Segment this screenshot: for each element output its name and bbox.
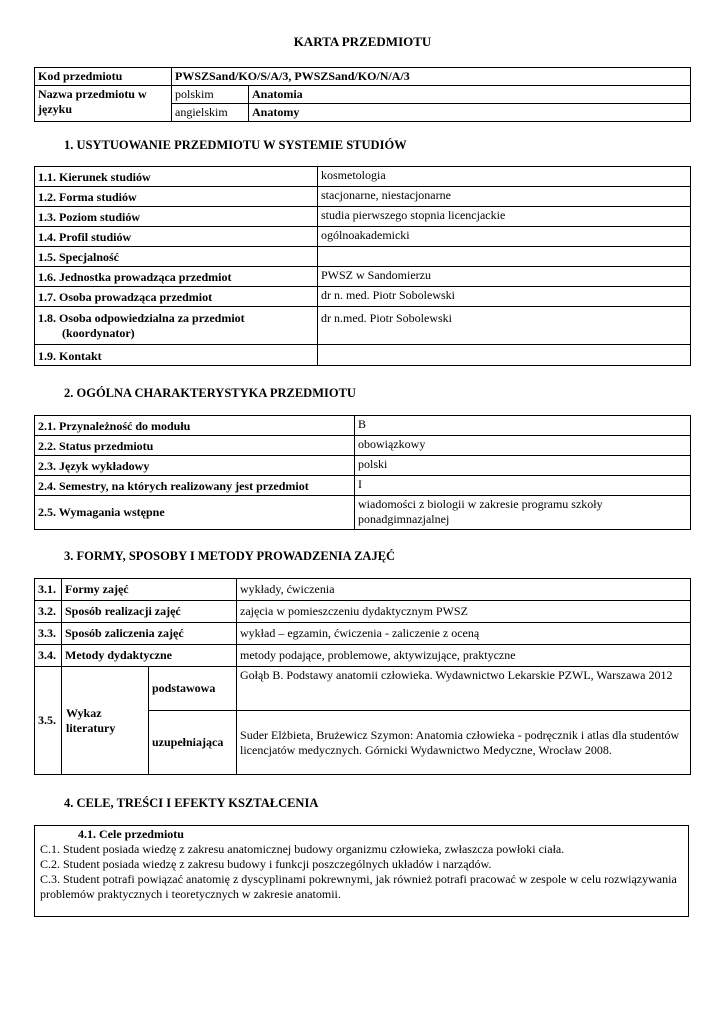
s1-row-label: 1.2. Forma studiów	[35, 187, 318, 207]
s3-row-label: Metody dydaktyczne	[62, 645, 237, 667]
s3-row-number: 3.1.	[35, 579, 62, 601]
section4-heading: 4. CELE, TREŚCI I EFEKTY KSZTAŁCENIA	[64, 796, 319, 810]
goal-item: C.2. Student posiada wiedzę z zakresu budowy i funkcji poszczególnych układów i narządów.	[40, 857, 492, 871]
subject-code-label: Kod przedmiotu	[35, 68, 172, 86]
literature-basic-value: Gołąb B. Podstawy anatomii człowieka. Wydawnictwo Lekarskie PZWL, Warszawa 2012	[237, 667, 691, 711]
s2-row-label: 2.3. Język wykładowy	[35, 456, 355, 476]
s1-row-label-multiline	[35, 307, 318, 345]
s1-row-value: studia pierwszego stopnia licencjackie	[318, 207, 691, 227]
s2-row-value: wiadomości z biologii w zakresie programu szkoły ponadgimnazjalnej	[355, 496, 691, 530]
s1-row-label: 1.9. Kontakt	[35, 345, 318, 366]
s2-row-value: B	[355, 416, 691, 436]
page-title: KARTA PRZEDMIOTU	[293, 34, 432, 49]
goals-box	[34, 825, 689, 917]
s3-row-number: 3.3.	[35, 623, 62, 645]
goals-heading: 4.1. Cele przedmiotu	[78, 827, 184, 841]
section2-table	[34, 415, 691, 530]
subject-name-english: Anatomy	[249, 104, 691, 122]
s2-row-label: 2.4. Semestry, na których realizowany jest przedmiot	[35, 476, 355, 496]
s3-row-label: Formy zajęć	[62, 579, 237, 601]
s3-row-value: wykłady, ćwiczenia	[237, 579, 691, 601]
goal-item: C.3. Student potrafi powiązać anatomię z dyscyplinami pokrewnymi, jak również potrafi pracować w zespole w celu rozwiązywania problemów praktycznych i teoretycznych w zakresie anatomii.	[40, 872, 677, 901]
s1-row-value: ogólnoakademicki	[318, 227, 691, 247]
s2-row-value: obowiązkowy	[355, 436, 691, 456]
s3-row-value: wykład – egzamin, ćwiczenia - zaliczenie z oceną	[237, 623, 691, 645]
literature-label: Wykaz literatury	[62, 667, 149, 775]
s2-row-label: 2.1. Przynależność do modułu	[35, 416, 355, 436]
s1-row-label: 1.3. Poziom studiów	[35, 207, 318, 227]
literature-basic-label: podstawowa	[149, 667, 237, 711]
s3-row-number: 3.4.	[35, 645, 62, 667]
subject-code-value: PWSZSand/KO/S/A/3, PWSZSand/KO/N/A/3	[172, 68, 691, 86]
s3-row-number: 3.2.	[35, 601, 62, 623]
language-polish-label: polskim	[172, 86, 249, 104]
s1-row-label: 1.1. Kierunek studiów	[35, 167, 318, 187]
s1-row-value: PWSZ w Sandomierzu	[318, 267, 691, 287]
literature-number: 3.5.	[35, 667, 62, 775]
s2-row-value: I	[355, 476, 691, 496]
s1-row-label: 1.8. Osoba odpowiedzialna za przedmiot	[38, 310, 245, 325]
subject-name-label: Nazwa przedmiotu w języku	[35, 86, 172, 122]
s1-row-label-sub: (koordynator)	[62, 325, 135, 340]
s1-row-label: 1.6. Jednostka prowadząca przedmiot	[35, 267, 318, 287]
section1-table	[34, 166, 691, 366]
s1-row-label: 1.5. Specjalność	[35, 247, 318, 267]
s3-row-value: zajęcia w pomieszczeniu dydaktycznym PWSZ	[237, 601, 691, 623]
goal-item: C.1. Student posiada wiedzę z zakresu anatomicznej budowy organizmu człowieka, zwłaszcza powłoki ciała.	[40, 842, 565, 856]
section3-table	[34, 578, 691, 775]
subject-name-polish: Anatomia	[249, 86, 691, 104]
language-english-label: angielskim	[172, 104, 249, 122]
section1-heading: 1. USYTUOWANIE PRZEDMIOTU W SYSTEMIE STUDIÓW	[64, 138, 407, 152]
s1-row-value	[318, 345, 691, 366]
literature-supplementary-label: uzupełniająca	[149, 711, 237, 775]
s3-row-value: metody podające, problemowe, aktywizujące, praktyczne	[237, 645, 691, 667]
s1-row-label: 1.4. Profil studiów	[35, 227, 318, 247]
s1-row-label: 1.7. Osoba prowadząca przedmiot	[35, 287, 318, 307]
section3-heading: 3. FORMY, SPOSOBY I METODY PROWADZENIA ZAJĘĆ	[64, 549, 396, 563]
s2-row-label: 2.5. Wymagania wstępne	[35, 496, 355, 530]
s1-row-value: kosmetologia	[318, 167, 691, 187]
s3-row-label: Sposób realizacji zajęć	[62, 601, 237, 623]
section2-heading: 2. OGÓLNA CHARAKTERYSTYKA PRZEDMIOTU	[64, 386, 356, 400]
s2-row-label: 2.2. Status przedmiotu	[35, 436, 355, 456]
s1-row-value: stacjonarne, niestacjonarne	[318, 187, 691, 207]
s3-row-label: Sposób zaliczenia zajęć	[62, 623, 237, 645]
s1-row-value	[318, 247, 691, 267]
s2-row-value: polski	[355, 456, 691, 476]
s1-row-value: dr n. med. Piotr Sobolewski	[318, 287, 691, 307]
s1-row-value: dr n.med. Piotr Sobolewski	[318, 307, 691, 345]
subject-header-table	[34, 67, 691, 122]
literature-supplementary-value: Suder Elżbieta, Brużewicz Szymon: Anatomia człowieka - podręcznik i atlas dla studentów licencjatów medycznych. Górnicki Wydawnictwo Medyczne, Wrocław 2008.	[237, 711, 691, 775]
